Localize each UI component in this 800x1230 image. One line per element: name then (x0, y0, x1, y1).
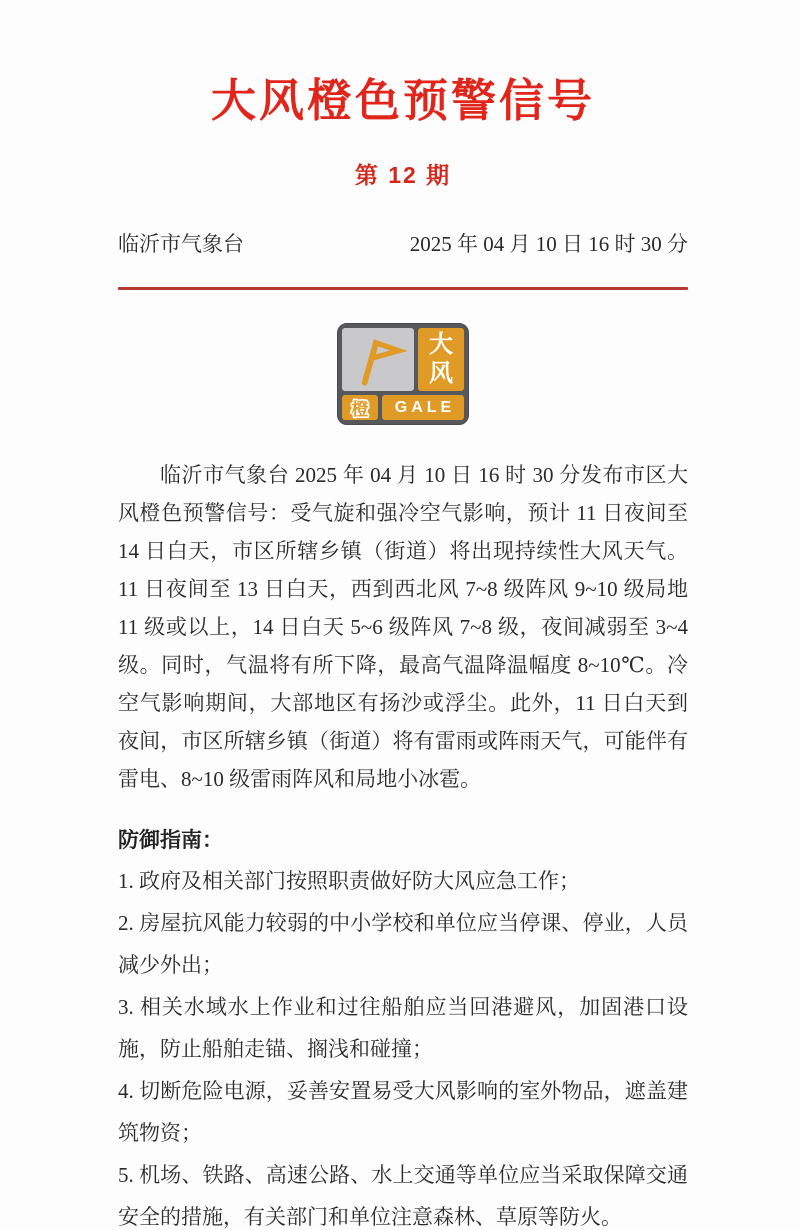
warning-body-paragraph: 临沂市气象台 2025 年 04 月 10 日 16 时 30 分发布市区大风橙色预警信号：受气旋和强冷空气影响，预计 11 日夜间至 14 日白天，市区所辖乡镇（街道）将出现持续性大风天气。11 日夜间至 13 日白天，西到西北风 7~8 级阵风 9~10 级局地 11 级或以上，14 日白天 5~6 级阵风 7~8 级，夜间减弱至 3~4 级。同时，气温将有所下降，最高气温降温幅度 8~10℃。冷空气影响期间，大部地区有扬沙或浮尘。此外，11 日白天到夜间，市区所辖乡镇（街道）将有雷雨或阵雨天气，可能伴有雷电、8~10 级雷雨阵风和局地小冰雹。 (118, 463, 688, 791)
sign-top-row (342, 328, 464, 391)
bulletin-content (118, 0, 688, 1230)
sign-bottom-row (342, 395, 464, 420)
wind-flag-icon (342, 328, 414, 391)
page-title: 大风橙色预警信号 (210, 75, 595, 126)
guide-item-4: 4. 切断危险电源，妥善安置易受大风影响的室外物品，遮盖建筑物资； (118, 1079, 688, 1145)
guide-item-3: 3. 相关水域水上作业和过往船舶应当回港避风，加固港口设施，防止船舶走锚、搁浅和碰撞； (118, 995, 688, 1061)
divider-rule (118, 287, 688, 290)
gale-warning-sign (337, 323, 469, 425)
sign-name-en: GALE (394, 398, 456, 416)
sign-level-cn: 橙 (351, 400, 369, 419)
issue-datetime: 2025 年 04 月 10 日 16 时 30 分 (409, 232, 688, 256)
sign-level-badge (342, 395, 378, 420)
guide-item-1: 1. 政府及相关部门按照职责做好防大风应急工作； (118, 869, 580, 893)
sign-name-cn: 大风 (429, 330, 453, 387)
issue-number: 第 12 期 (354, 162, 452, 188)
sign-name-en-cell (382, 395, 464, 420)
byline-row (118, 231, 688, 257)
guide-item-2: 2. 房屋抗风能力较弱的中小学校和单位应当停课、停业，人员减少外出； (118, 911, 688, 977)
sign-name-cn-cell (418, 328, 464, 391)
guide-heading: 防御指南： (118, 828, 223, 852)
guide-item-5: 5. 机场、铁路、高速公路、水上交通等单位应当采取保障交通安全的措施，有关部门和单位注意森林、草原等防火。 (118, 1163, 688, 1229)
issuer-name: 临沂市气象台 (118, 232, 244, 256)
